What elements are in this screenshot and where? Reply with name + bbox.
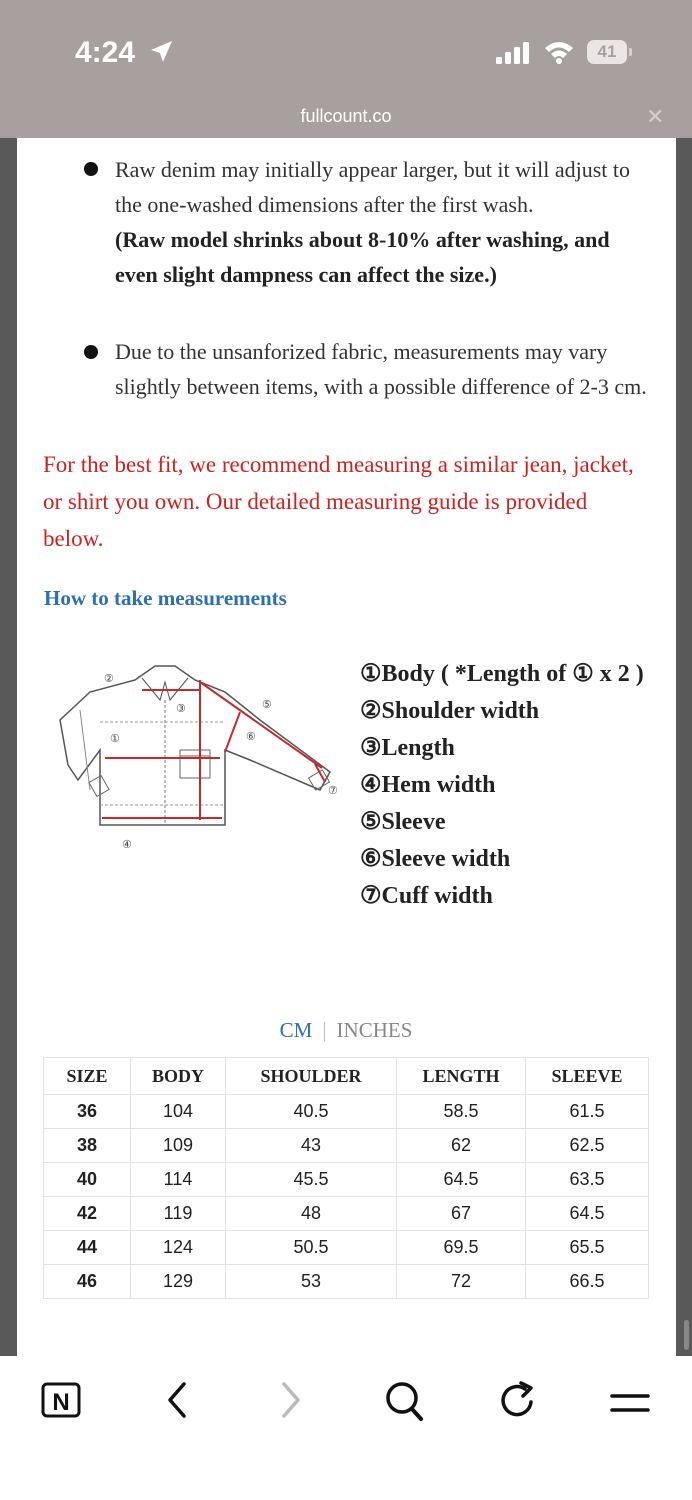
- col-shoulder: SHOULDER: [226, 1058, 397, 1095]
- table-cell: 62: [397, 1129, 526, 1163]
- table-row: [44, 1197, 649, 1231]
- browser-toolbar: [0, 1356, 692, 1500]
- table-cell: 67: [397, 1197, 526, 1231]
- table-cell: 104: [131, 1095, 226, 1129]
- diagram-label: ⑤: [262, 699, 272, 711]
- battery-tip: [629, 48, 632, 56]
- note-bullet-1: [115, 152, 655, 292]
- clock: 4:24: [75, 36, 136, 69]
- measurement-legend: [360, 656, 660, 915]
- unit-separator: |: [322, 1018, 327, 1042]
- table-cell: 65.5: [526, 1231, 649, 1265]
- note-bullet-1-text: Raw denim may initially appear larger, but it will adjust to the one-washed dimensions after the first wash.: [115, 157, 630, 217]
- battery-indicator: 41: [587, 40, 627, 64]
- legend-item: ⑦Cuff width: [360, 883, 493, 909]
- table-cell: 46: [44, 1265, 131, 1299]
- bullet-dot: [84, 345, 98, 359]
- legend-item: ②Shoulder width: [360, 698, 540, 724]
- table-cell: 45.5: [226, 1163, 397, 1197]
- left-gutter: [0, 138, 17, 1356]
- diagram-label: ①: [110, 733, 120, 745]
- table-cell: 44: [44, 1231, 131, 1265]
- table-header-row: [44, 1058, 649, 1095]
- menu-icon[interactable]: [610, 1388, 650, 1418]
- diagram-label: ④: [122, 839, 132, 850]
- legend-item: ④Hem width: [360, 772, 496, 798]
- table-cell: 69.5: [397, 1231, 526, 1265]
- unit-toggle: [0, 1018, 692, 1043]
- table-cell: 48: [226, 1197, 397, 1231]
- search-icon[interactable]: [384, 1380, 424, 1422]
- table-cell: 58.5: [397, 1095, 526, 1129]
- legend-item: ⑥Sleeve width: [360, 846, 511, 872]
- scrollbar-thumb[interactable]: [684, 1320, 689, 1350]
- table-cell: 36: [44, 1095, 131, 1129]
- legend-item: ①Body ( *Length of ① x 2 ): [360, 661, 644, 687]
- table-row: [44, 1265, 649, 1299]
- cm-tab[interactable]: CM: [279, 1018, 313, 1042]
- table-cell: 42: [44, 1197, 131, 1231]
- table-cell: 61.5: [526, 1095, 649, 1129]
- table-cell: 53: [226, 1265, 397, 1299]
- table-cell: 72: [397, 1265, 526, 1299]
- table-cell: 63.5: [526, 1163, 649, 1197]
- forward-icon[interactable]: [276, 1380, 306, 1420]
- table-cell: 43: [226, 1129, 397, 1163]
- close-icon[interactable]: ✕: [646, 104, 665, 129]
- cellular-signal-icon: [496, 42, 532, 64]
- col-size: SIZE: [44, 1058, 131, 1095]
- diagram-label: ⑥: [246, 731, 256, 743]
- fit-recommendation: For the best fit, we recommend measuring a similar jean, jacket, or shirt you own. Our detailed measuring guide is provided below.: [43, 452, 634, 551]
- table-cell: 40.5: [226, 1095, 397, 1129]
- status-and-url-bar: [0, 0, 692, 138]
- note-bullet-2: Due to the unsanforized fabric, measurements may vary slightly between items, with a possible difference of 2-3 cm.: [115, 339, 647, 399]
- table-cell: 124: [131, 1231, 226, 1265]
- brand-letter: N: [52, 1389, 70, 1416]
- location-arrow-icon: [147, 38, 175, 66]
- table-cell: 50.5: [226, 1231, 397, 1265]
- diagram-label: ②: [104, 673, 114, 685]
- reload-icon[interactable]: [499, 1380, 537, 1420]
- diagram-label: ⑦: [328, 785, 338, 797]
- size-table: [43, 1057, 649, 1299]
- back-icon[interactable]: [162, 1380, 192, 1420]
- diagram-label: ③: [176, 703, 186, 715]
- brand-logo-icon[interactable]: [41, 1382, 81, 1418]
- url-label[interactable]: fullcount.co: [300, 106, 392, 126]
- legend-item: ③Length: [360, 735, 455, 761]
- table-cell: 109: [131, 1129, 226, 1163]
- table-cell: 119: [131, 1197, 226, 1231]
- col-sleeve: SLEEVE: [526, 1058, 649, 1095]
- measurements-heading: How to take measurements: [44, 586, 287, 610]
- inches-tab[interactable]: INCHES: [336, 1018, 413, 1042]
- table-cell: 66.5: [526, 1265, 649, 1299]
- table-cell: 62.5: [526, 1129, 649, 1163]
- note-bullet-1-bold: (Raw model shrinks about 8-10% after washing, and even slight dampness can affect the size.): [115, 227, 610, 287]
- table-cell: 129: [131, 1265, 226, 1299]
- bullet-dot: [84, 162, 98, 176]
- table-row: [44, 1129, 649, 1163]
- legend-item: ⑤Sleeve: [360, 809, 446, 835]
- col-body: BODY: [131, 1058, 226, 1095]
- table-row: [44, 1095, 649, 1129]
- table-row: [44, 1163, 649, 1197]
- wifi-icon: [543, 40, 575, 64]
- table-cell: 40: [44, 1163, 131, 1197]
- table-cell: 64.5: [397, 1163, 526, 1197]
- col-length: LENGTH: [397, 1058, 526, 1095]
- right-gutter: [676, 138, 692, 1356]
- table-cell: 64.5: [526, 1197, 649, 1231]
- table-cell: 38: [44, 1129, 131, 1163]
- jacket-diagram: [50, 660, 350, 850]
- table-cell: 114: [131, 1163, 226, 1197]
- table-row: [44, 1231, 649, 1265]
